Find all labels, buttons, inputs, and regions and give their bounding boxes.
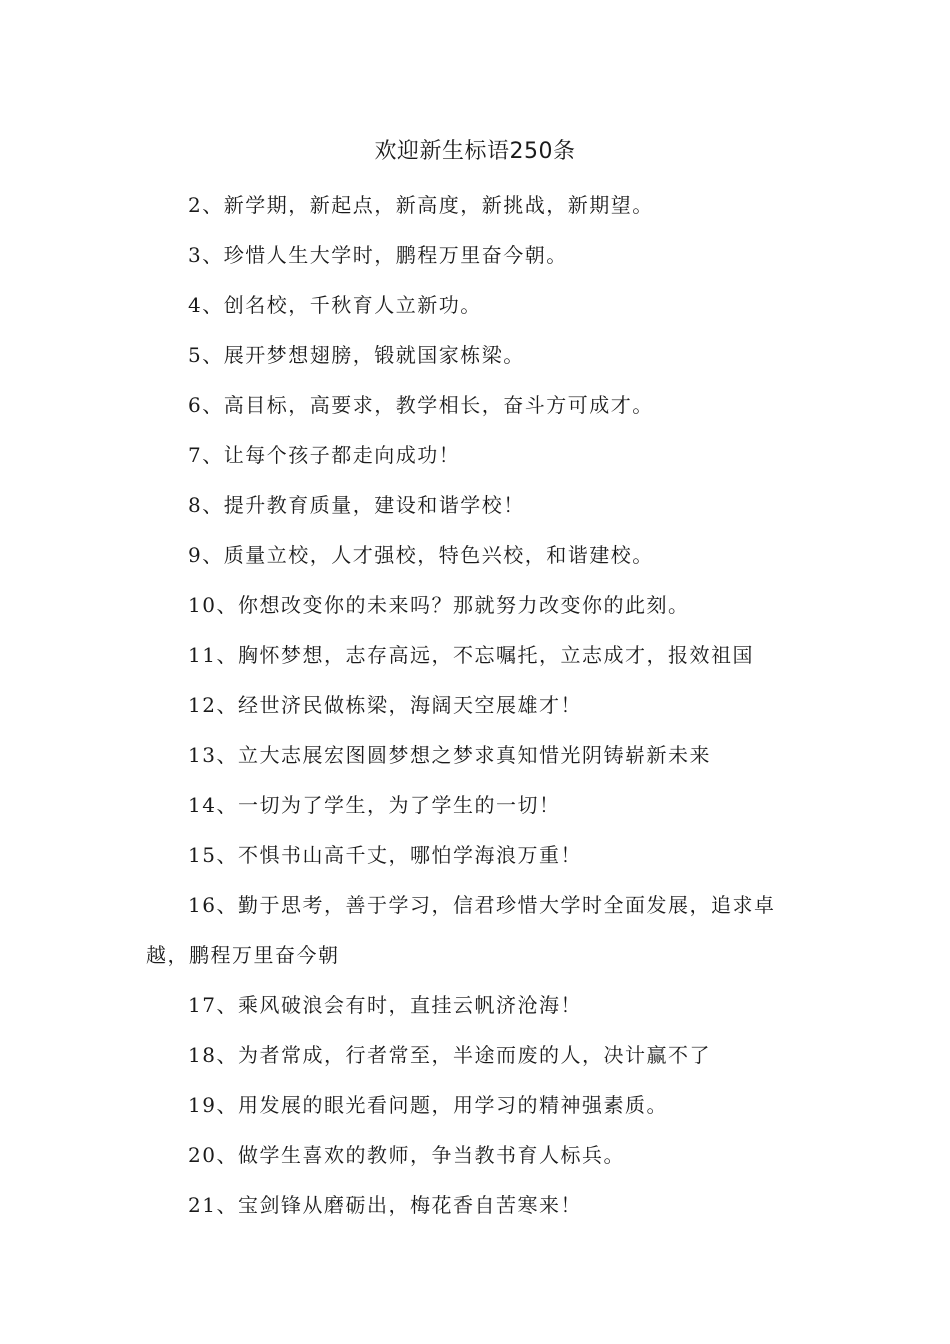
slogan-line: 6、高目标，高要求，教学相长，奋斗方可成才。 — [188, 393, 654, 417]
slogan-line: 14、一切为了学生，为了学生的一切！ — [188, 793, 561, 817]
slogan-line: 17、乘风破浪会有时，直挂云帆济沧海！ — [188, 993, 582, 1017]
slogan-line: 5、展开梦想翅膀，锻就国家栋梁。 — [188, 343, 525, 367]
slogan-line: 13、立大志展宏图圆梦想之梦求真知惜光阴铸崭新未来 — [188, 743, 711, 767]
slogan-line: 3、珍惜人生大学时，鹏程万里奋今朝。 — [188, 243, 568, 267]
slogan-line: 8、提升教育质量，建设和谐学校！ — [188, 493, 525, 517]
slogan-line: 12、经世济民做栋梁，海阔天空展雄才！ — [188, 693, 582, 717]
slogan-line: 16、勤于思考，善于学习，信君珍惜大学时全面发展，追求卓 — [188, 893, 776, 917]
slogan-line: 11、胸怀梦想，志存高远，不忘嘱托，立志成才，报效祖国 — [188, 643, 754, 667]
document-title: 欢迎新生标语250条 — [374, 139, 576, 164]
slogan-line: 10、你想改变你的未来吗？那就努力改变你的此刻。 — [188, 593, 690, 617]
document-body — [146, 180, 810, 1230]
slogan-line: 15、不惧书山高千丈，哪怕学海浪万重！ — [188, 843, 582, 867]
slogan-line: 4、创名校，千秋育人立新功。 — [188, 293, 482, 317]
slogan-line: 18、为者常成，行者常至，半途而废的人，决计赢不了 — [188, 1043, 711, 1067]
slogan-line: 越，鹏程万里奋今朝 — [146, 943, 340, 967]
slogan-line: 21、宝剑锋从磨砺出，梅花香自苦寒来！ — [188, 1193, 582, 1217]
slogan-line: 2、新学期，新起点，新高度，新挑战，新期望。 — [188, 193, 654, 217]
slogan-line: 19、用发展的眼光看问题，用学习的精神强素质。 — [188, 1093, 668, 1117]
slogan-line: 9、质量立校，人才强校，特色兴校，和谐建校。 — [188, 543, 654, 567]
slogan-line: 20、做学生喜欢的教师，争当教书育人标兵。 — [188, 1143, 625, 1167]
slogan-line: 7、让每个孩子都走向成功！ — [188, 443, 461, 467]
